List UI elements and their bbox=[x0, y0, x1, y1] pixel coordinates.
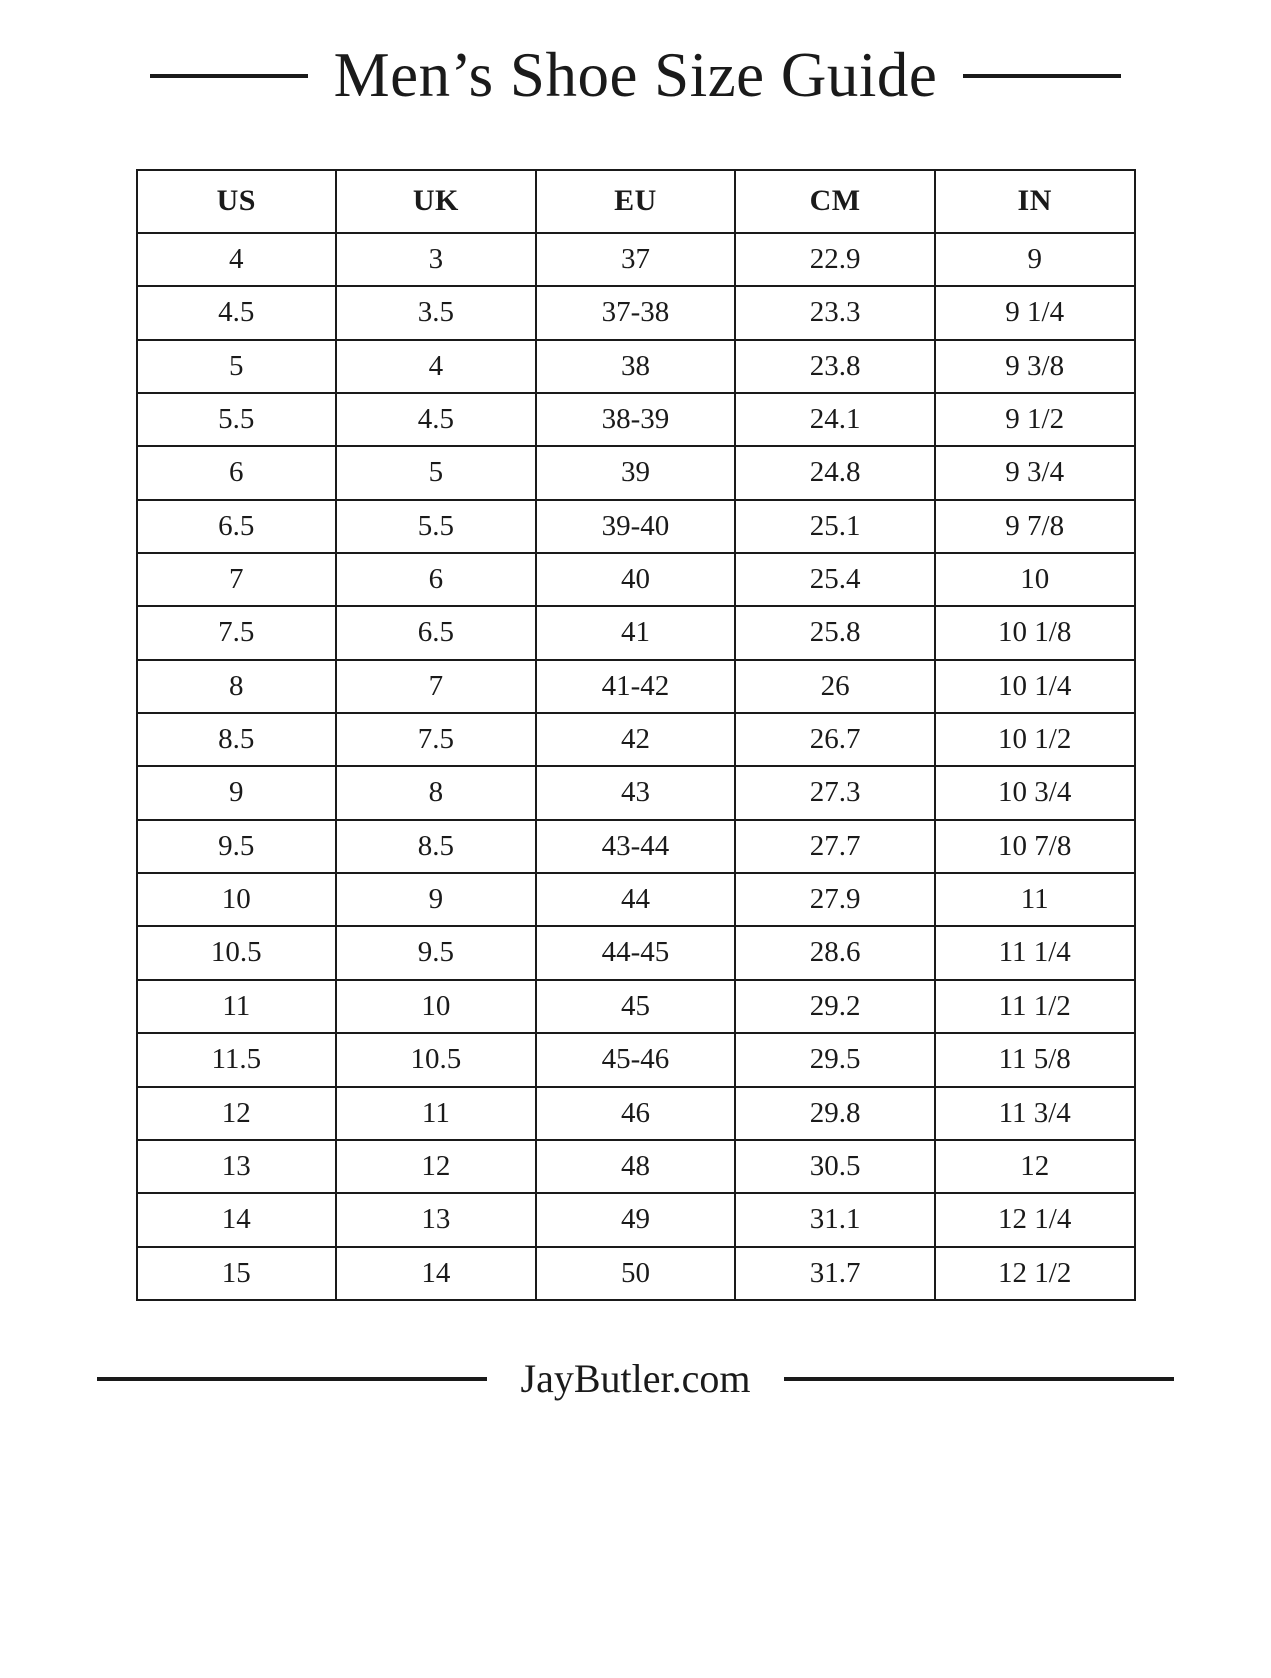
cell-cm: 25.8 bbox=[735, 606, 935, 659]
cell-uk: 12 bbox=[336, 1140, 536, 1193]
cell-eu: 46 bbox=[536, 1087, 736, 1140]
cell-us: 7 bbox=[137, 553, 337, 606]
cell-in: 9 3/8 bbox=[935, 340, 1135, 393]
cell-us: 5.5 bbox=[137, 393, 337, 446]
cell-in: 9 1/4 bbox=[935, 286, 1135, 339]
table-row bbox=[137, 926, 1135, 979]
column-header-eu: EU bbox=[536, 170, 736, 233]
page-header bbox=[0, 40, 1271, 110]
cell-cm: 25.1 bbox=[735, 500, 935, 553]
cell-cm: 30.5 bbox=[735, 1140, 935, 1193]
cell-in: 10 7/8 bbox=[935, 820, 1135, 873]
table-header-row bbox=[137, 170, 1135, 233]
cell-cm: 26 bbox=[735, 660, 935, 713]
cell-eu: 45-46 bbox=[536, 1033, 736, 1086]
table-row bbox=[137, 393, 1135, 446]
cell-in: 11 5/8 bbox=[935, 1033, 1135, 1086]
cell-us: 12 bbox=[137, 1087, 337, 1140]
cell-cm: 23.8 bbox=[735, 340, 935, 393]
page-title: Men’s Shoe Size Guide bbox=[333, 40, 938, 110]
cell-us: 10 bbox=[137, 873, 337, 926]
cell-cm: 27.9 bbox=[735, 873, 935, 926]
cell-us: 8.5 bbox=[137, 713, 337, 766]
cell-eu: 39-40 bbox=[536, 500, 736, 553]
cell-uk: 5.5 bbox=[336, 500, 536, 553]
cell-eu: 50 bbox=[536, 1247, 736, 1300]
page-footer bbox=[0, 1355, 1271, 1401]
cell-in: 12 1/2 bbox=[935, 1247, 1135, 1300]
footer-rule-right bbox=[784, 1377, 1174, 1381]
cell-cm: 31.7 bbox=[735, 1247, 935, 1300]
cell-in: 10 bbox=[935, 553, 1135, 606]
cell-us: 6 bbox=[137, 446, 337, 499]
cell-in: 12 bbox=[935, 1140, 1135, 1193]
cell-us: 13 bbox=[137, 1140, 337, 1193]
table-row bbox=[137, 286, 1135, 339]
cell-in: 9 7/8 bbox=[935, 500, 1135, 553]
cell-uk: 5 bbox=[336, 446, 536, 499]
cell-us: 4.5 bbox=[137, 286, 337, 339]
cell-us: 9 bbox=[137, 766, 337, 819]
shoe-size-table bbox=[136, 169, 1136, 1301]
cell-cm: 29.8 bbox=[735, 1087, 935, 1140]
cell-in: 9 1/2 bbox=[935, 393, 1135, 446]
column-header-in: IN bbox=[935, 170, 1135, 233]
cell-in: 10 1/8 bbox=[935, 606, 1135, 659]
column-header-us: US bbox=[137, 170, 337, 233]
cell-cm: 26.7 bbox=[735, 713, 935, 766]
table-header bbox=[137, 170, 1135, 233]
cell-eu: 39 bbox=[536, 446, 736, 499]
cell-eu: 43-44 bbox=[536, 820, 736, 873]
cell-in: 10 1/4 bbox=[935, 660, 1135, 713]
table-row bbox=[137, 766, 1135, 819]
cell-eu: 41 bbox=[536, 606, 736, 659]
cell-us: 4 bbox=[137, 233, 337, 286]
cell-eu: 43 bbox=[536, 766, 736, 819]
cell-uk: 11 bbox=[336, 1087, 536, 1140]
cell-uk: 8 bbox=[336, 766, 536, 819]
table-row bbox=[137, 713, 1135, 766]
cell-eu: 42 bbox=[536, 713, 736, 766]
table-row bbox=[137, 660, 1135, 713]
cell-cm: 27.3 bbox=[735, 766, 935, 819]
table-row bbox=[137, 873, 1135, 926]
cell-uk: 10 bbox=[336, 980, 536, 1033]
table-row bbox=[137, 1140, 1135, 1193]
cell-uk: 3 bbox=[336, 233, 536, 286]
cell-eu: 38 bbox=[536, 340, 736, 393]
cell-eu: 44 bbox=[536, 873, 736, 926]
cell-cm: 27.7 bbox=[735, 820, 935, 873]
table-row bbox=[137, 553, 1135, 606]
cell-us: 11.5 bbox=[137, 1033, 337, 1086]
cell-cm: 29.2 bbox=[735, 980, 935, 1033]
cell-uk: 4 bbox=[336, 340, 536, 393]
cell-in: 11 1/4 bbox=[935, 926, 1135, 979]
cell-uk: 9.5 bbox=[336, 926, 536, 979]
cell-eu: 40 bbox=[536, 553, 736, 606]
cell-uk: 3.5 bbox=[336, 286, 536, 339]
cell-eu: 44-45 bbox=[536, 926, 736, 979]
cell-uk: 6.5 bbox=[336, 606, 536, 659]
cell-uk: 8.5 bbox=[336, 820, 536, 873]
table-row bbox=[137, 820, 1135, 873]
column-header-cm: CM bbox=[735, 170, 935, 233]
column-header-uk: UK bbox=[336, 170, 536, 233]
cell-us: 6.5 bbox=[137, 500, 337, 553]
cell-eu: 37 bbox=[536, 233, 736, 286]
cell-in: 10 1/2 bbox=[935, 713, 1135, 766]
cell-eu: 41-42 bbox=[536, 660, 736, 713]
cell-uk: 4.5 bbox=[336, 393, 536, 446]
cell-cm: 28.6 bbox=[735, 926, 935, 979]
cell-in: 9 bbox=[935, 233, 1135, 286]
cell-uk: 9 bbox=[336, 873, 536, 926]
table-row bbox=[137, 340, 1135, 393]
cell-us: 5 bbox=[137, 340, 337, 393]
table-row bbox=[137, 500, 1135, 553]
cell-uk: 7 bbox=[336, 660, 536, 713]
cell-cm: 24.8 bbox=[735, 446, 935, 499]
footer-rule-left bbox=[97, 1377, 487, 1381]
cell-in: 11 bbox=[935, 873, 1135, 926]
table-body bbox=[137, 233, 1135, 1300]
cell-in: 9 3/4 bbox=[935, 446, 1135, 499]
cell-us: 9.5 bbox=[137, 820, 337, 873]
cell-eu: 48 bbox=[536, 1140, 736, 1193]
header-rule-right bbox=[963, 74, 1121, 78]
cell-us: 7.5 bbox=[137, 606, 337, 659]
table-row bbox=[137, 1247, 1135, 1300]
cell-eu: 49 bbox=[536, 1193, 736, 1246]
cell-us: 14 bbox=[137, 1193, 337, 1246]
size-table-wrapper bbox=[136, 169, 1136, 1301]
table-row bbox=[137, 606, 1135, 659]
cell-us: 11 bbox=[137, 980, 337, 1033]
table-row bbox=[137, 1033, 1135, 1086]
cell-cm: 31.1 bbox=[735, 1193, 935, 1246]
table-row bbox=[137, 1193, 1135, 1246]
cell-us: 8 bbox=[137, 660, 337, 713]
cell-cm: 29.5 bbox=[735, 1033, 935, 1086]
cell-eu: 38-39 bbox=[536, 393, 736, 446]
cell-uk: 7.5 bbox=[336, 713, 536, 766]
table-row bbox=[137, 233, 1135, 286]
cell-eu: 37-38 bbox=[536, 286, 736, 339]
table-row bbox=[137, 1087, 1135, 1140]
cell-uk: 6 bbox=[336, 553, 536, 606]
footer-brand: JayButler.com bbox=[520, 1355, 751, 1401]
cell-cm: 24.1 bbox=[735, 393, 935, 446]
cell-in: 12 1/4 bbox=[935, 1193, 1135, 1246]
cell-cm: 22.9 bbox=[735, 233, 935, 286]
cell-eu: 45 bbox=[536, 980, 736, 1033]
cell-in: 11 1/2 bbox=[935, 980, 1135, 1033]
cell-uk: 14 bbox=[336, 1247, 536, 1300]
table-row bbox=[137, 980, 1135, 1033]
cell-cm: 23.3 bbox=[735, 286, 935, 339]
cell-in: 11 3/4 bbox=[935, 1087, 1135, 1140]
cell-cm: 25.4 bbox=[735, 553, 935, 606]
cell-us: 10.5 bbox=[137, 926, 337, 979]
cell-uk: 13 bbox=[336, 1193, 536, 1246]
header-rule-left bbox=[150, 74, 308, 78]
cell-uk: 10.5 bbox=[336, 1033, 536, 1086]
table-row bbox=[137, 446, 1135, 499]
cell-us: 15 bbox=[137, 1247, 337, 1300]
cell-in: 10 3/4 bbox=[935, 766, 1135, 819]
